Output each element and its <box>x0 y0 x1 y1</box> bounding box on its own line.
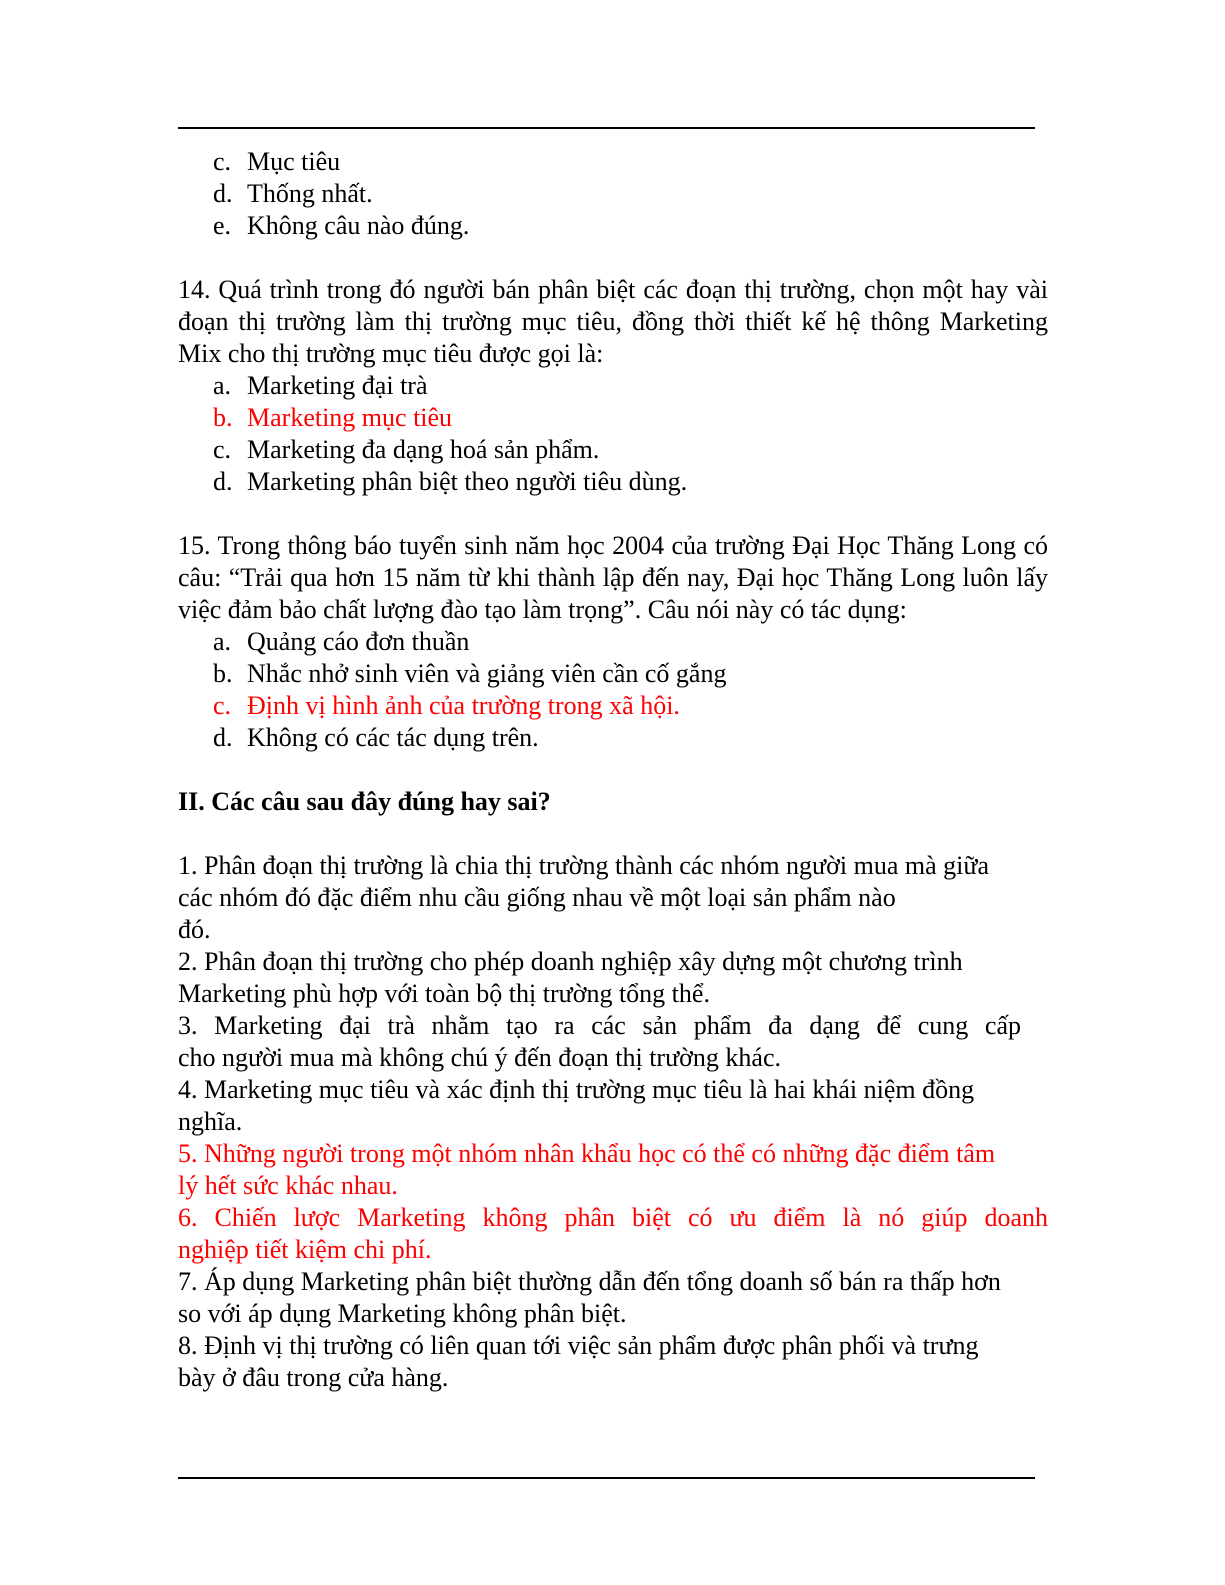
q15-option-c-correct: c. Định vị hình ảnh của trường trong xã hội. <box>213 691 680 720</box>
question-15: 15. Trong thông báo tuyển sinh năm học 2004 của trường Đại Học Thăng Long có câu: “Trải qua hơn 15 năm từ khi thành lập đến nay, Đại học Thăng Long luôn lấy việc đảm bảo chất lượng đào tạo làm trọng”. Câu nói này có tác dụng: <box>178 531 1048 624</box>
statement-2: 2. Phân đoạn thị trường cho phép doanh nghiệp xây dựng một chương trình Marketing phù hợp với toàn bộ thị trường tổng thể. <box>178 947 963 1008</box>
q15-option-d: d. Không có các tác dụng trên. <box>213 723 539 752</box>
q14-option-a: a. Marketing đại trà <box>213 371 428 400</box>
question-15-options <box>178 626 1048 754</box>
option-c: c. Mục tiêu <box>213 147 341 176</box>
statement-4: 4. Marketing mục tiêu và xác định thị trường mục tiêu là hai khái niệm đồng nghĩa. <box>178 1075 975 1136</box>
footer-rule <box>178 1477 1035 1479</box>
option-d: d. Thống nhất. <box>213 179 373 208</box>
q14-option-b-correct: b. Marketing mục tiêu <box>213 403 453 432</box>
q15-option-a: a. Quảng cáo đơn thuần <box>213 627 470 656</box>
statement-5-highlighted: 5. Những người trong một nhóm nhân khẩu học có thể có những đặc điểm tâm lý hết sức khác nhau. <box>178 1139 996 1200</box>
statement-7: 7. Áp dụng Marketing phân biệt thường dẫn đến tổng doanh số bán ra thấp hơn so với áp dụng Marketing không phân biệt. <box>178 1267 1001 1328</box>
section-2-heading: II. Các câu sau đây đúng hay sai? <box>178 787 551 816</box>
page-content <box>178 146 1048 1394</box>
option-e: e. Không câu nào đúng. <box>213 211 470 240</box>
question-14: 14. Quá trình trong đó người bán phân biệt các đoạn thị trường, chọn một hay vài đoạn thị trường làm thị trường mục tiêu, đồng thời thiết kế hệ thông Marketing Mix cho thị trường mục tiêu được gọi là: <box>178 275 1048 368</box>
header-rule <box>178 127 1035 129</box>
question-14-options <box>178 370 1048 498</box>
q14-option-d: d. Marketing phân biệt theo người tiêu dùng. <box>213 467 688 496</box>
carryover-options <box>178 146 1048 242</box>
q14-option-c: c. Marketing đa dạng hoá sản phẩm. <box>213 435 600 464</box>
statement-1: 1. Phân đoạn thị trường là chia thị trường thành các nhóm người mua mà giữa các nhóm đó đặc điểm nhu cầu giống nhau về một loại sản phẩm nào đó. <box>178 851 990 944</box>
statement-3: 3. Marketing đại trà nhằm tạo ra các sản phẩm đa dạng để cung cấp cho người mua mà không chú ý đến đoạn thị trường khác. <box>178 1011 1021 1072</box>
q15-option-b: b. Nhắc nhở sinh viên và giảng viên cần cố gắng <box>213 659 727 688</box>
statement-6-highlighted: 6. Chiến lược Marketing không phân biệt có ưu điểm là nó giúp doanh nghiệp tiết kiệm chi phí. <box>178 1203 1048 1264</box>
statement-8: 8. Định vị thị trường có liên quan tới việc sản phẩm được phân phối và trưng bày ở đâu trong cửa hàng. <box>178 1331 979 1392</box>
